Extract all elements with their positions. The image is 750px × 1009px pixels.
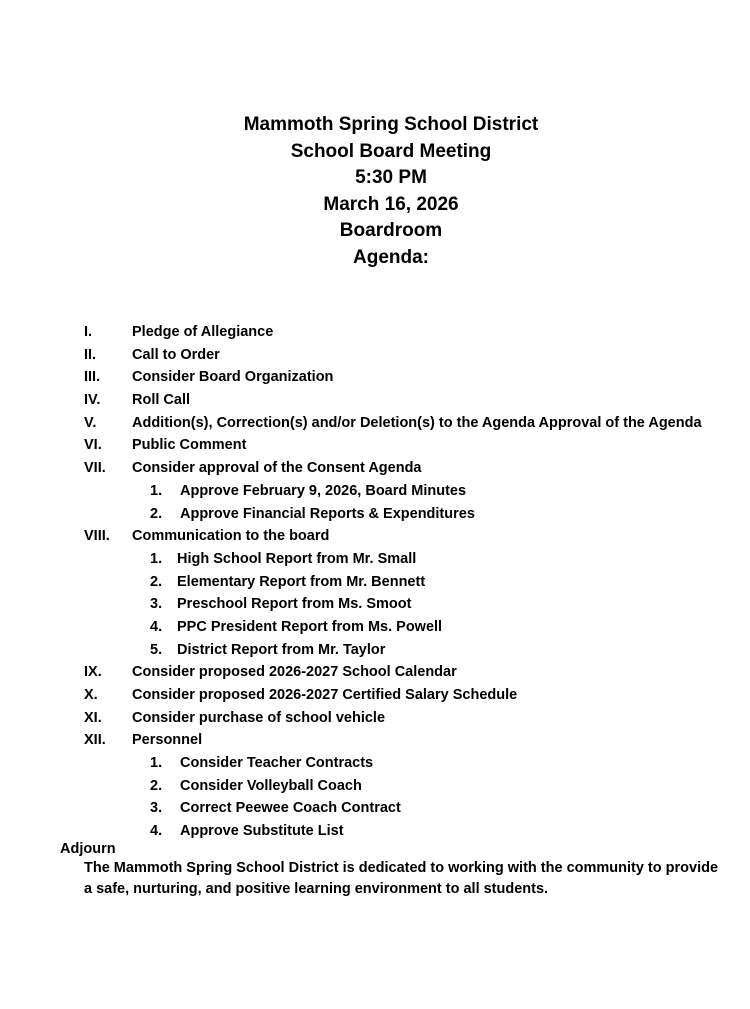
meeting-location: Boardroom [339,220,443,241]
agenda-subitem-text: PPC President Report from Ms. Powell [177,618,443,635]
agenda-item [0,344,750,367]
agenda-item-text: Addition(s), Correction(s) and/or Deletion(s) to the Agenda Approval of the Agenda [132,414,702,431]
agenda-subitem-text: Approve Substitute List [180,823,344,840]
agenda-subitem-text: High School Report from Mr. Small [177,550,417,567]
agenda-item-text: Consider approval of the Consent Agenda [132,460,422,477]
agenda-list [0,321,750,843]
agenda-subitem [0,797,750,820]
agenda-subitem [0,775,750,798]
agenda-subitem-number: 3. [150,596,163,613]
agenda-subitem-number: 2. [150,777,163,794]
agenda-item-number: IV. [84,392,101,409]
meeting-time: 5:30 PM [355,167,427,188]
agenda-subitem-text: Consider Teacher Contracts [180,755,374,772]
agenda-subitem-number: 3. [150,800,163,817]
adjourn-label: Adjourn [60,841,116,857]
agenda-item [0,729,750,752]
agenda-item-number: III. [84,369,101,386]
meeting-date: March 16, 2026 [323,193,459,215]
agenda-item [0,434,750,457]
agenda-item-number: I. [84,324,93,340]
agenda-item-number: VIII. [84,528,110,545]
agenda-item [0,321,750,344]
agenda-subitem-number: 1. [150,482,163,499]
agenda-item-number: VII. [84,460,106,477]
agenda-item-text: Call to Order [132,346,220,363]
document-header [0,112,750,271]
agenda-subitem-number: 4. [150,823,163,840]
agenda-subitem-text: Consider Volleyball Coach [180,777,362,794]
agenda-item-text: Consider proposed 2026-2027 School Calendar [132,664,457,681]
agenda-item-number: V. [84,414,97,431]
agenda-item-number: IX. [84,664,102,681]
agenda-item [0,684,750,707]
agenda-item-text: Roll Call [132,392,191,409]
agenda-subitem-text: District Report from Mr. Taylor [177,641,386,658]
agenda-subitem-text: Preschool Report from Ms. Smoot [177,596,412,613]
agenda-subitem-text: Elementary Report from Mr. Bennett [177,573,426,590]
agenda-item-number: VI. [84,437,102,454]
agenda-item-text: Consider proposed 2026-2027 Certified Salary Schedule [132,687,518,703]
agenda-item [0,412,750,435]
agenda-item [0,457,750,480]
agenda-item-text: Consider Board Organization [132,369,334,386]
agenda-subitem [0,593,750,616]
agenda-subitem-text: Approve February 9, 2026, Board Minutes [180,482,467,499]
agenda-item-text: Consider purchase of school vehicle [132,709,386,726]
agenda-subitem-number: 5. [150,641,163,658]
agenda-item-text: Pledge of Allegiance [132,324,274,340]
agenda-item-number: XII. [84,732,106,749]
agenda-item [0,707,750,730]
agenda-subitem-text: Approve Financial Reports & Expenditures [180,505,475,522]
agenda-subitem [0,480,750,503]
agenda-subitem [0,639,750,662]
agenda-subitem-number: 1. [150,550,163,567]
agenda-subitem [0,752,750,775]
agenda-item-text: Public Comment [132,437,247,454]
agenda-subitem [0,503,750,526]
agenda-item [0,525,750,548]
agenda-item [0,389,750,412]
agenda-subitem-number: 2. [150,573,163,590]
agenda-item-text: Communication to the board [132,528,330,545]
agenda-subitem-number: 2. [150,505,163,522]
district-name: Mammoth Spring School District [243,114,539,135]
agenda-item-text: Personnel [132,732,203,749]
agenda-item-number: XI. [84,709,102,726]
mission-statement: The Mammoth Spring School District is dedicated to working with the community to provide a safe, nurturing, and positive learning environment to all students. [84,860,719,897]
agenda-heading: Agenda: [353,246,429,268]
agenda-item-number: X. [84,687,98,703]
agenda-subitem-text: Correct Peewee Coach Contract [180,800,401,817]
agenda-subitem [0,571,750,594]
meeting-title: School Board Meeting [290,140,492,162]
agenda-item [0,366,750,389]
agenda-subitem-number: 4. [150,618,163,635]
agenda-item [0,661,750,684]
agenda-subitem-number: 1. [150,755,163,772]
agenda-subitem [0,548,750,571]
agenda-item-number: II. [84,346,97,363]
agenda-subitem [0,616,750,639]
